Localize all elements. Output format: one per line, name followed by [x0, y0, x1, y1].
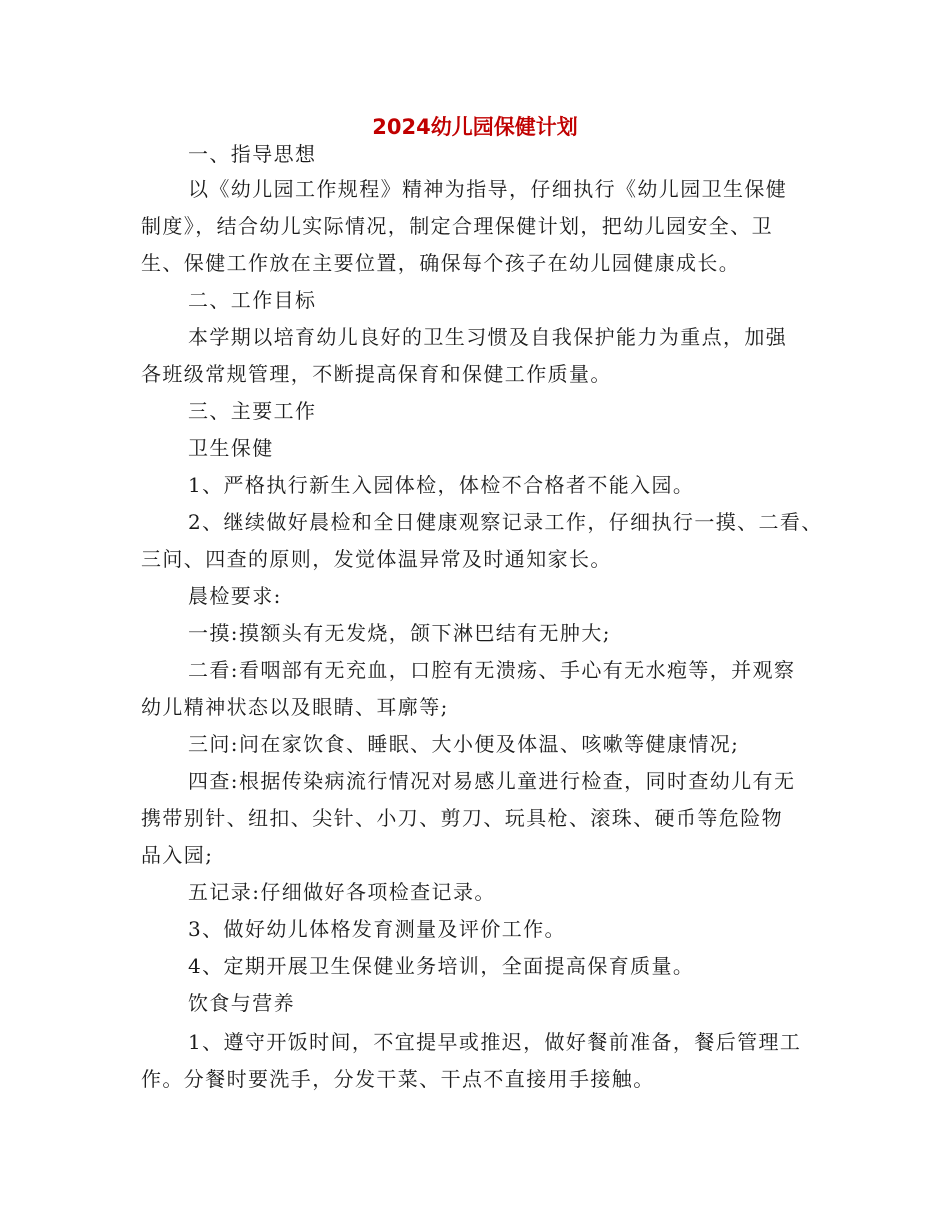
paragraph-line: 三问:问在家饮食、睡眠、大小便及体温、咳嗽等健康情况;: [188, 732, 740, 756]
paragraph-line: 二看:看咽部有无充血，口腔有无溃疡、手心有无水疱等，并观察: [188, 658, 796, 682]
paragraph-line: 一摸:摸额头有无发烧，颌下淋巴结有无肿大;: [188, 621, 611, 645]
paragraph-line: 三问、四查的原则，发觉体温异常及时通知家长。: [141, 547, 612, 571]
paragraph-line: 生、保健工作放在主要位置，确保每个孩子在幼儿园健康成长。: [141, 251, 741, 275]
section-heading-work-goals: 二、工作目标: [188, 288, 317, 312]
paragraph-line: 五记录:仔细做好各项检查记录。: [188, 880, 496, 904]
paragraph-line: 幼儿精神状态以及眼睛、耳廓等;: [141, 695, 449, 719]
section-heading-main-work: 三、主要工作: [188, 399, 317, 423]
section-heading-guiding-ideology: 一、指导思想: [188, 142, 317, 166]
document-title: 2024幼儿园保健计划: [372, 115, 578, 139]
paragraph-line: 1、严格执行新生入园体检，体检不合格者不能入园。: [188, 473, 695, 497]
paragraph-line: 4、定期开展卫生保健业务培训，全面提高保育质量。: [188, 954, 695, 978]
paragraph-line: 本学期以培育幼儿良好的卫生习惯及自我保护能力为重点，加强: [188, 325, 788, 349]
subsection-heading-diet-nutrition: 饮食与营养: [188, 991, 295, 1015]
paragraph-line: 品入园;: [141, 843, 214, 867]
subsection-heading-hygiene: 卫生保健: [188, 436, 274, 460]
paragraph-line: 2、继续做好晨检和全日健康观察记录工作，仔细执行一摸、二看、: [188, 510, 823, 534]
paragraph-line: 作。分餐时要洗手，分发干菜、干点不直接用手接触。: [141, 1067, 655, 1091]
paragraph-line: 以《幼儿园工作规程》精神为指导，仔细执行《幼儿园卫生保健: [188, 177, 788, 201]
paragraph-line: 四查:根据传染病流行情况对易感儿童进行检查，同时查幼儿有无: [188, 769, 796, 793]
paragraph-line: 各班级常规管理，不断提高保育和保健工作质量。: [141, 362, 612, 386]
paragraph-line: 携带别针、纽扣、尖针、小刀、剪刀、玩具枪、滚珠、硬币等危险物: [141, 806, 783, 830]
paragraph-line: 1、遵守开饭时间，不宜提早或推迟，做好餐前准备，餐后管理工: [188, 1030, 802, 1054]
paragraph-line: 3、做好幼儿体格发育测量及评价工作。: [188, 917, 566, 941]
subsection-heading-morning-check: 晨检要求:: [188, 584, 282, 608]
paragraph-line: 制度》，结合幼儿实际情况，制定合理保健计划，把幼儿园安全、卫: [141, 214, 773, 238]
